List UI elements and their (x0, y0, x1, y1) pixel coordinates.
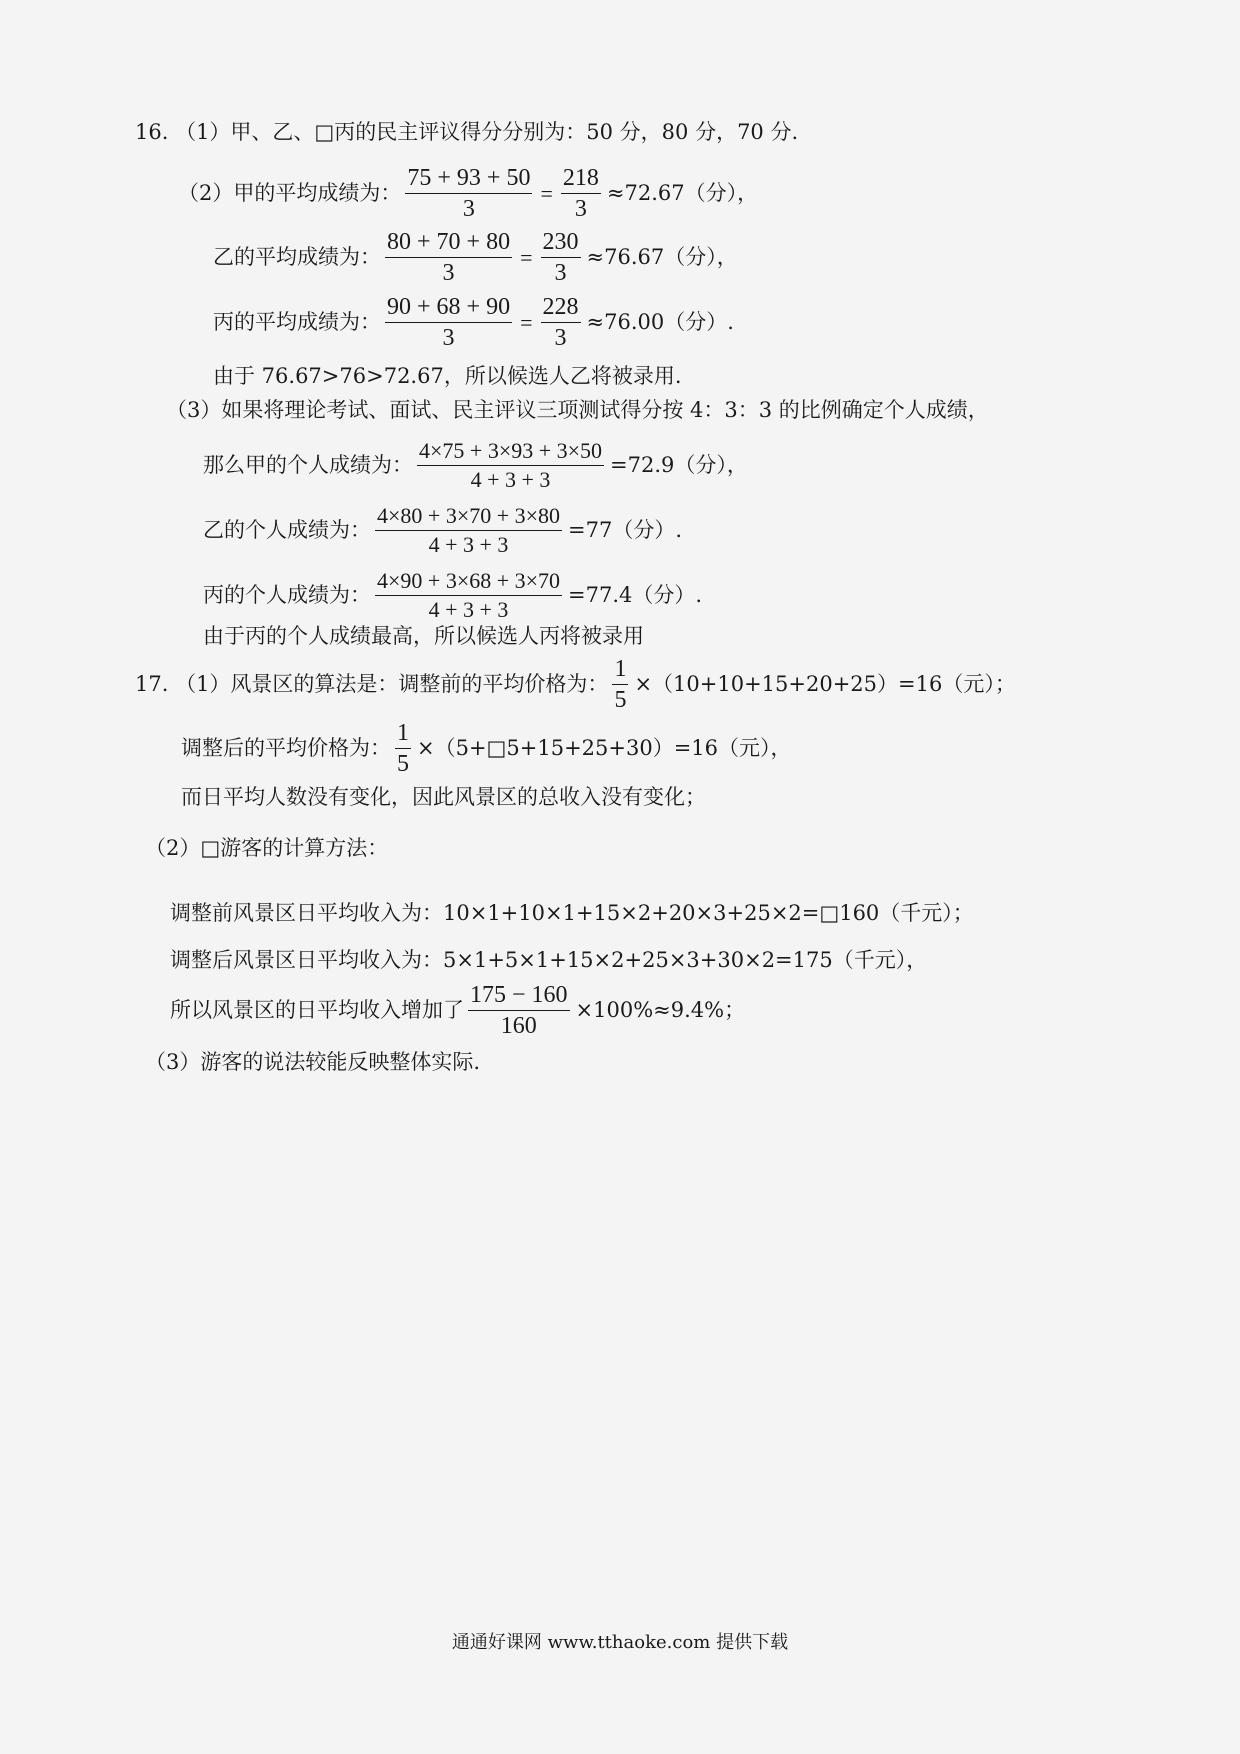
bing-weighted-result: =77.4（分）. (568, 583, 703, 607)
q16-conclusion-2: 由于 76.67>76>72.67，所以候选人乙将被录用. (213, 364, 682, 388)
q17-part1-label: 17. （1）风景区的算法是：调整前的平均价格为： (135, 672, 609, 696)
q17-after-average-result: ×（5+□5+15+25+30）=16（元）， (417, 736, 792, 760)
jia-sum-fraction: $\frac{75 + 93 + 50}{3}$ (407, 165, 531, 222)
yi-total-fraction: $\frac{230}{3}$ (542, 229, 579, 286)
jia-average-label: （2）甲的平均成绩为： (178, 181, 402, 205)
q16-bing-average: 丙的平均成绩为： $\frac{90 + 68 + 90}{3}$ = $\frac{228}{3}$ ≈76.00（分）. (213, 294, 734, 351)
q17-part2: （2）□游客的计算方法： (145, 836, 389, 860)
yi-sum-fraction: $\frac{80 + 70 + 80}{3}$ (387, 229, 511, 286)
jia-weighted-result: =72.9（分）， (610, 453, 748, 477)
q16-yi-average: 乙的平均成绩为： $\frac{80 + 70 + 80}{3}$ = $\frac{230}{3}$ ≈76.67（分）， (213, 229, 738, 286)
q17-part3: （3）游客的说法较能反映整体实际. (145, 1050, 481, 1074)
q17-after-income: 调整后风景区日平均收入为：5×1+5×1+15×2+25×3+30×2=175（千元）， (170, 948, 928, 972)
q17-increase-result: ×100%≈9.4%； (575, 998, 746, 1022)
q17-after-fraction: $\frac{1}{5}$ (397, 720, 409, 777)
q17-before-income: 调整前风景区日平均收入为：10×1+10×1+15×2+20×3+25×2=□160（千元）； (170, 901, 974, 925)
yi-average-label: 乙的平均成绩为： (213, 245, 381, 269)
q17-note: 而日平均人数没有变化，因此风景区的总收入没有变化； (181, 785, 706, 809)
q16-jia-weighted (203, 440, 748, 491)
q17-after-average (181, 721, 792, 776)
q17-increase (170, 983, 745, 1038)
q17-increase-label: 所以风景区的日平均收入增加了 (170, 998, 464, 1022)
bing-weighted-fraction: $\frac{4\times 90 + 3\times 68 + 3\times 70}{4 + 3 + 3}$ (377, 568, 561, 622)
q16-part1: 16. （1）甲、乙、□丙的民主评议得分分别为：50 分，80 分，70 分. (135, 120, 799, 144)
yi-weighted-label: 乙的个人成绩为： (203, 518, 371, 542)
q16-bing-weighted (203, 570, 702, 621)
bing-average-label: 丙的平均成绩为： (213, 310, 381, 334)
yi-weighted-result: =77（分）. (568, 518, 683, 542)
bing-weighted-label: 丙的个人成绩为： (203, 583, 371, 607)
yi-weighted-fraction: $\frac{4\times 80 + 3\times 70 + 3\times 80}{4 + 3 + 3}$ (377, 503, 561, 557)
jia-average-result: ≈72.67（分）， (606, 181, 759, 205)
page-footer: 通通好课网 www.tthaoke.com 提供下载 (451, 1632, 789, 1653)
q17-after-average-label: 调整后的平均价格为： (181, 736, 391, 760)
q17-before-average-result: ×（10+10+15+20+25）=16（元）； (634, 672, 1016, 696)
bing-average-result: ≈76.00（分）. (586, 310, 734, 334)
bing-total-fraction: $\frac{228}{3}$ (542, 294, 579, 351)
jia-total-fraction: $\frac{218}{3}$ (562, 165, 599, 222)
q17-part1 (135, 657, 1016, 712)
q16-part3: （3）如果将理论考试、面试、民主评议三项测试得分按 4：3：3 的比例确定个人成绩， (166, 398, 989, 422)
q16-jia-average: （2）甲的平均成绩为： $\frac{75 + 93 + 50}{3}$ = $\frac{218}{3}$ ≈72.67（分）， (178, 165, 759, 222)
q17-one-fifth-fraction: $\frac{1}{5}$ (614, 656, 627, 713)
yi-average-result: ≈76.67（分）， (586, 245, 738, 269)
jia-weighted-label: 那么甲的个人成绩为： (203, 453, 413, 477)
q16-conclusion-3: 由于丙的个人成绩最高，所以候选人丙将被录用 (203, 624, 644, 648)
q16-yi-weighted (203, 505, 682, 556)
q17-increase-fraction: $\frac{175 - 160}{160}$ (470, 982, 568, 1039)
jia-weighted-fraction: $\frac{4\times 75 + 3\times 93 + 3\times 50}{4 + 3 + 3}$ (419, 438, 603, 492)
bing-sum-fraction: $\frac{90 + 68 + 90}{3}$ (387, 294, 511, 351)
